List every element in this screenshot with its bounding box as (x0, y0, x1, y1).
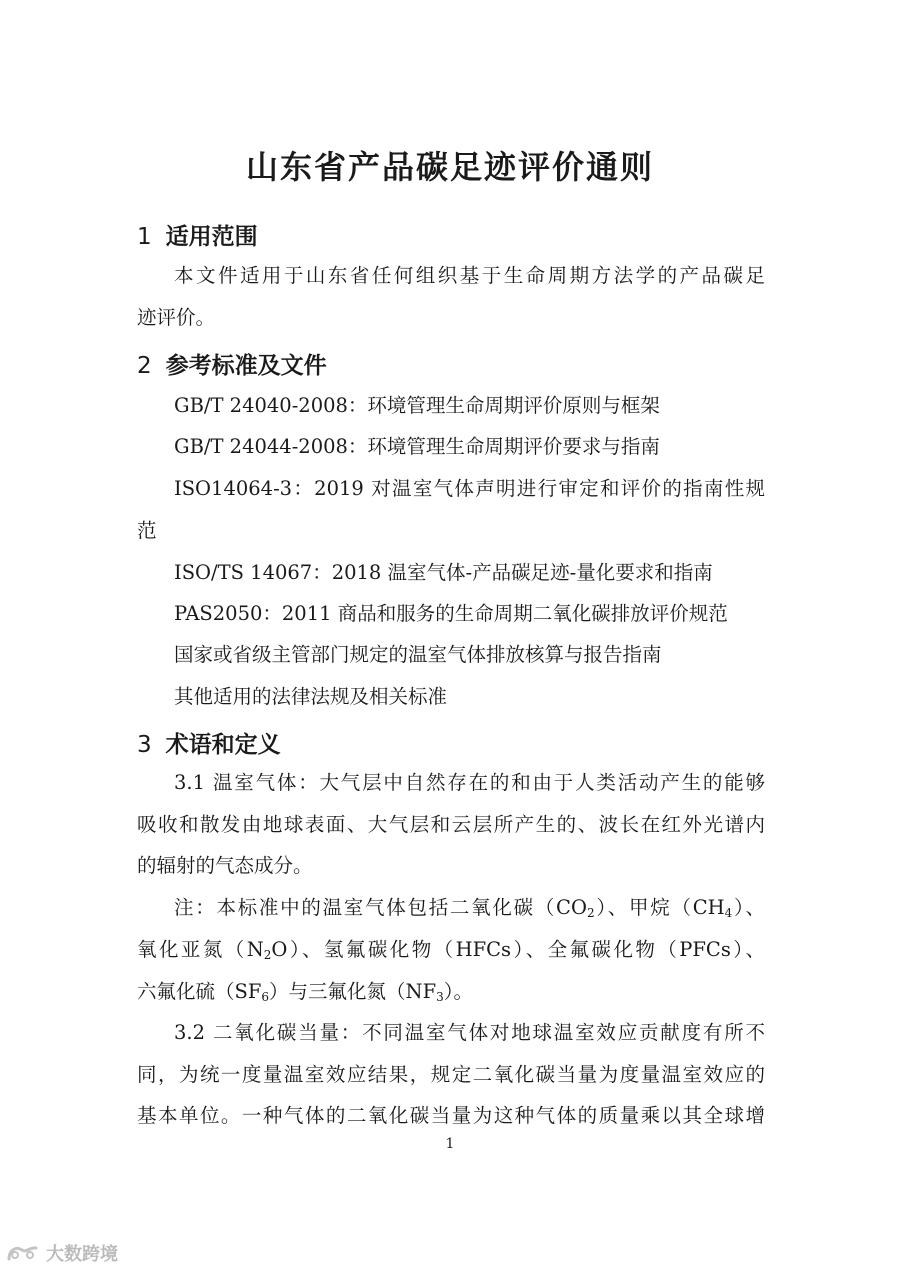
reference-item: 其他适用的法律法规及相关标准 (174, 685, 448, 708)
section-heading-3 (137, 726, 281, 759)
section-number: 2 (137, 353, 152, 379)
paragraph-line: 迹评价。 (137, 306, 216, 329)
note-line: 注：本标准中的温室气体包括二氧化碳$(CO_2)$、甲烷$(CH_4)$、 (174, 896, 765, 920)
section-title: 术语和定义 (165, 732, 281, 758)
definition-line: 的辐射的气态成分。 (137, 854, 313, 877)
definition-line: 同，为统一度量温室效应结果，规定二氧化碳当量为度量温室效应的 (137, 1063, 765, 1086)
definition-line: 基本单位。一种气体的二氧化碳当量为这种气体的质量乘以其全球增 (137, 1104, 765, 1127)
paragraph-line: 本文件适用于山东省任何组织基于生命周期方法学的产品碳足 (174, 264, 765, 287)
reference-item-continued: 范 (137, 519, 157, 542)
watermark (6, 1240, 118, 1266)
section-number: 1 (137, 224, 152, 250)
section-number: 3 (137, 732, 152, 758)
page-number: 1 (445, 1136, 455, 1152)
definition-line: 吸收和散发由地球表面、大气层和云层所产生的、波长在红外光谱内 (137, 813, 765, 836)
definition-line: 3.1 温室气体：大气层中自然存在的和由于人类活动产生的能够 (174, 771, 765, 794)
section-title: 参考标准及文件 (165, 353, 327, 379)
note-line: 氧化亚氮$(N_2O)$、氢氟碳化物（HFCs）、全氟碳化物（PFCs）、 (137, 938, 765, 962)
reference-item: ISO14064-3：2019 对温室气体声明进行审定和评价的指南性规 (174, 477, 765, 500)
watermark-logo-icon (6, 1242, 40, 1264)
note-line: 六氟化硫$(SF_6)$与三氟化氮$(NF_3)$。 (137, 980, 474, 1004)
section-heading-1 (137, 218, 258, 251)
reference-item: 国家或省级主管部门规定的温室气体排放核算与报告指南 (174, 643, 662, 666)
document-title: 山东省产品碳足迹评价通则 (245, 148, 654, 186)
definition-line: 3.2 二氧化碳当量：不同温室气体对地球温室效应贡献度有所不 (174, 1021, 765, 1044)
watermark-text: 大数跨境 (46, 1244, 118, 1265)
reference-item: ISO/TS 14067：2018 温室气体-产品碳足迹-量化要求和指南 (174, 561, 713, 584)
section-heading-2 (137, 347, 327, 380)
section-title: 适用范围 (165, 224, 258, 250)
reference-item: PAS2050：2011 商品和服务的生命周期二氧化碳排放评价规范 (174, 602, 728, 625)
reference-item: GB/T 24044-2008：环境管理生命周期评价要求与指南 (174, 435, 660, 458)
reference-item: GB/T 24040-2008：环境管理生命周期评价原则与框架 (174, 394, 660, 417)
